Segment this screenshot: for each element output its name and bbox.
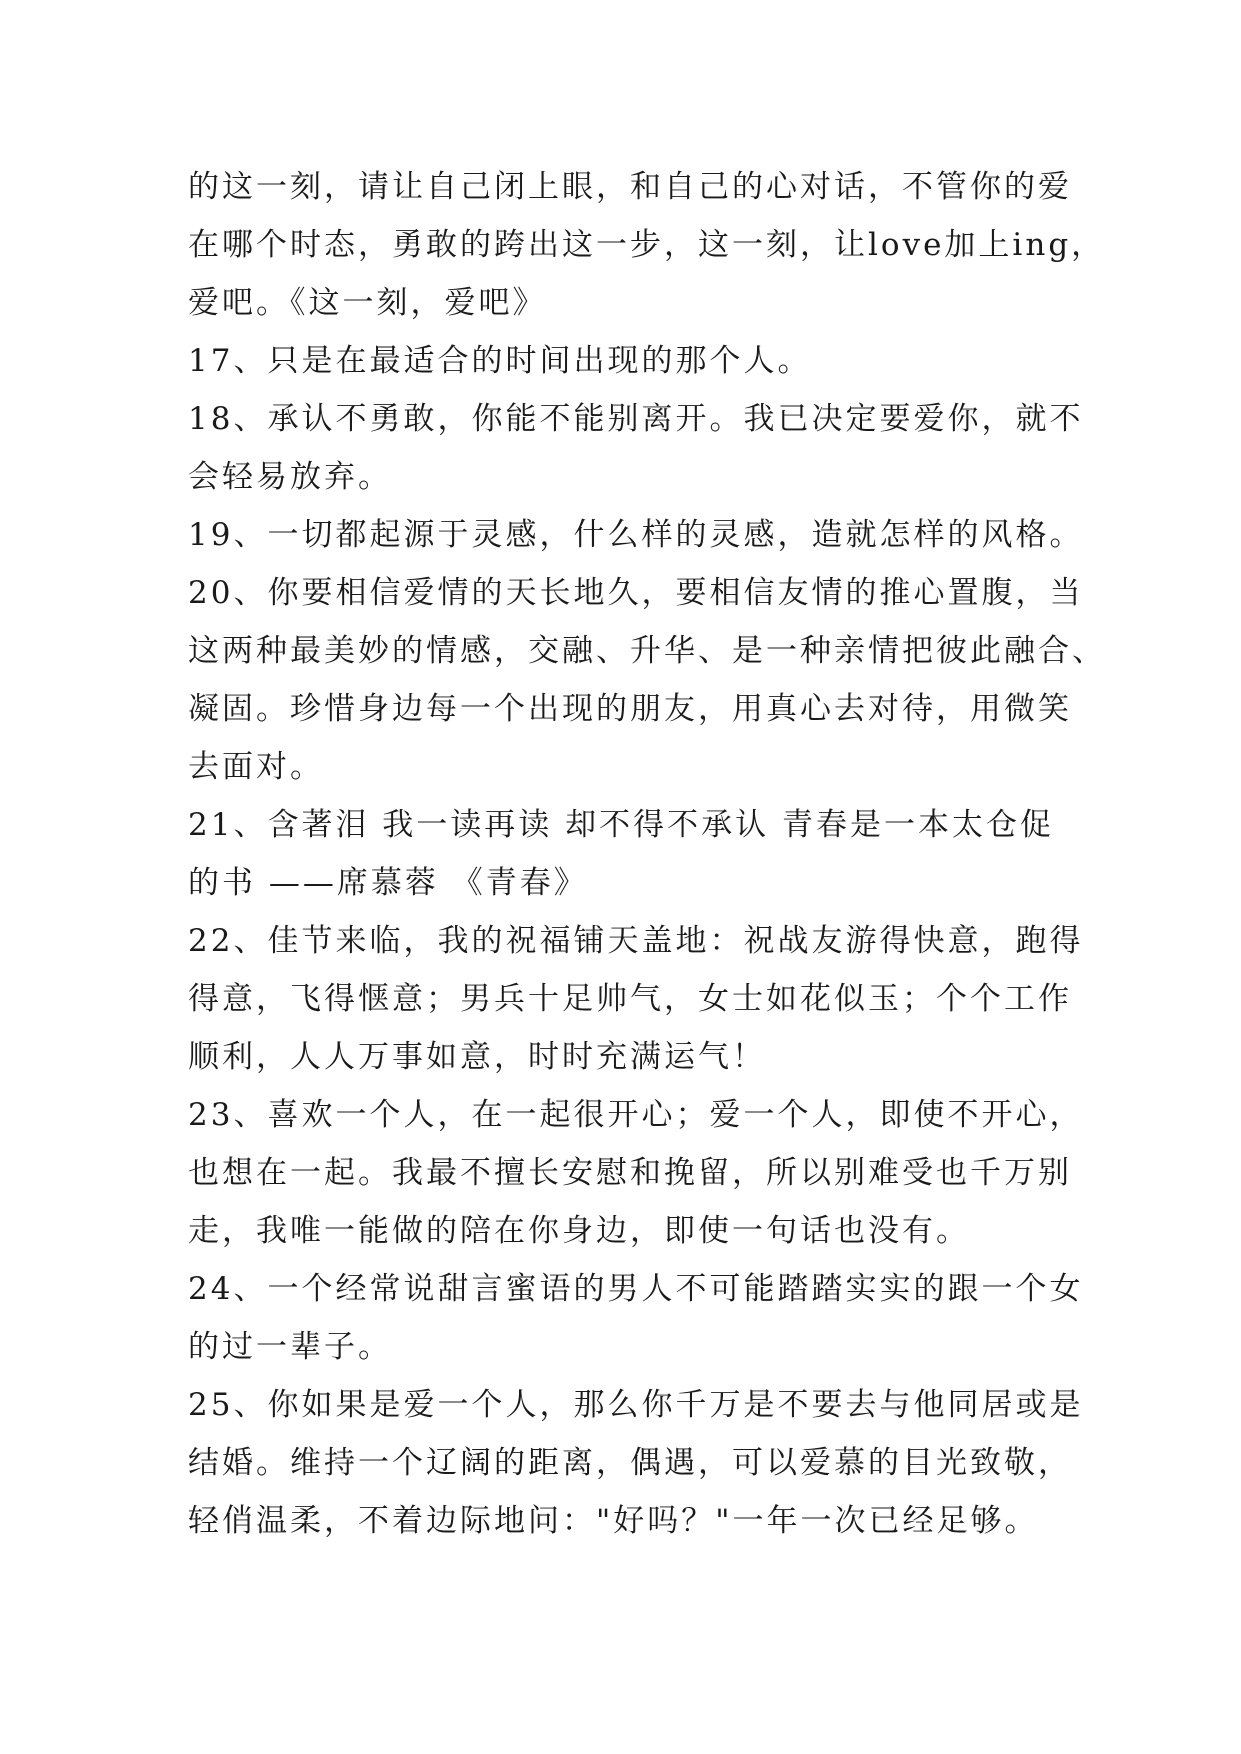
text-line: 凝固。珍惜身边每一个出现的朋友，用真心去对待，用微笑 xyxy=(188,691,1072,727)
text-line: 也想在一起。我最不擅长安慰和挽留，所以别难受也千万别 xyxy=(188,1155,1072,1191)
text-line: 25、你如果是爱一个人，那么你千万是不要去与他同居或是 xyxy=(188,1387,1084,1423)
text-line: 结婚。维持一个辽阔的距离，偶遇，可以爱慕的目光致敬， xyxy=(188,1445,1072,1481)
text-line: 23、喜欢一个人，在一起很开心；爱一个人，即使不开心， xyxy=(188,1097,1084,1133)
text-line: 走，我唯一能做的陪在你身边，即使一句话也没有。 xyxy=(188,1213,970,1249)
text-line: 的书 ——席慕蓉 《青春》 xyxy=(188,865,588,901)
text-line: 的过一辈子。 xyxy=(188,1329,392,1365)
text-line: 爱吧。《这一刻，爱吧》 xyxy=(188,285,547,321)
text-line: 17、只是在最适合的时间出现的那个人。 xyxy=(188,343,812,379)
text-line: 19、一切都起源于灵感，什么样的灵感，造就怎样的风格。 xyxy=(188,517,1084,553)
document-body xyxy=(188,158,1106,1550)
text-line: 轻俏温柔，不着边际地问："好吗？"一年一次已经足够。 xyxy=(188,1503,1039,1539)
text-line: 21、含著泪 我一读再读 却不得不承认 青春是一本太仓促 xyxy=(188,807,1055,843)
text-line: 得意，飞得惬意；男兵十足帅气，女士如花似玉；个个工作 xyxy=(188,981,1072,1017)
text-line: 去面对。 xyxy=(188,749,324,785)
text-line: 20、你要相信爱情的天长地久，要相信友情的推心置腹，当 xyxy=(188,575,1084,611)
text-line: 18、承认不勇敢，你能不能别离开。我已决定要爱你，就不 xyxy=(188,401,1084,437)
text-line: 22、佳节来临，我的祝福铺天盖地：祝战友游得快意，跑得 xyxy=(188,923,1084,959)
text-line: 24、一个经常说甜言蜜语的男人不可能踏踏实实的跟一个女 xyxy=(188,1271,1084,1307)
text-line: 的这一刻，请让自己闭上眼，和自己的心对话，不管你的爱 xyxy=(188,169,1072,205)
text-line: 在哪个时态，勇敢的跨出这一步，这一刻，让love加上ing， xyxy=(188,227,1106,263)
text-line: 顺利，人人万事如意，时时充满运气！ xyxy=(188,1039,766,1075)
text-line: 这两种最美妙的情感，交融、升华、是一种亲情把彼此融合、 xyxy=(188,633,1106,669)
text-line: 会轻易放弃。 xyxy=(188,459,392,495)
